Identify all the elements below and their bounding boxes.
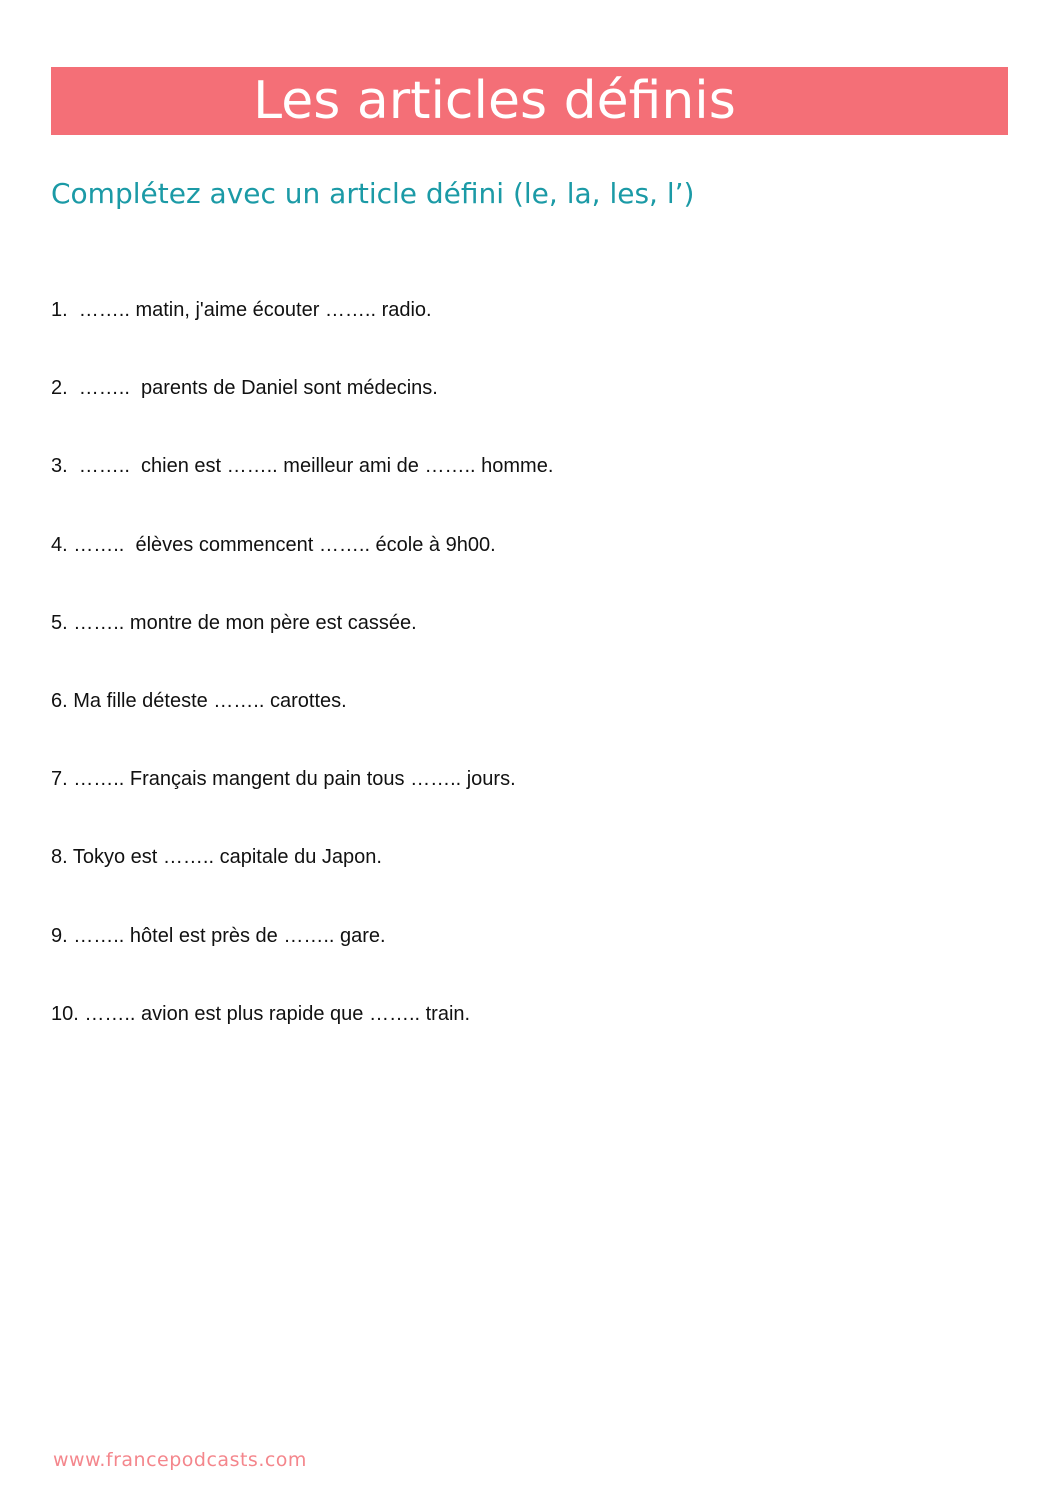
page-title: Les articles définis: [253, 71, 736, 131]
exercise-item-4: 4. …….. élèves commencent …….. école à 9h00.: [51, 533, 496, 556]
exercise-item-3: 3. …….. chien est …….. meilleur ami de …….. homme.: [51, 455, 554, 478]
footer-url: www.francepodcasts.com: [53, 1449, 307, 1471]
exercise-item-7: 7. …….. Français mangent du pain tous …….. jours.: [51, 768, 516, 791]
exercise-item-9: 9. …….. hôtel est près de …….. gare.: [51, 924, 386, 947]
exercise-instruction: Complétez avec un article défini (le, la, les, l’): [51, 177, 695, 210]
exercise-item-1: 1. …….. matin, j'aime écouter …….. radio.: [51, 299, 432, 321]
exercise-item-10: 10. …….. avion est plus rapide que …….. train.: [51, 1002, 471, 1025]
title-banner: [51, 67, 1008, 135]
exercise-item-6: 6. Ma fille déteste …….. carottes.: [51, 689, 347, 712]
exercise-item-2: 2. …….. parents de Daniel sont médecins.: [51, 377, 438, 400]
exercise-list: [51, 292, 553, 1074]
exercise-item-5: 5. …….. montre de mon père est cassée.: [51, 611, 417, 634]
exercise-item-8: 8. Tokyo est …….. capitale du Japon.: [51, 846, 382, 869]
